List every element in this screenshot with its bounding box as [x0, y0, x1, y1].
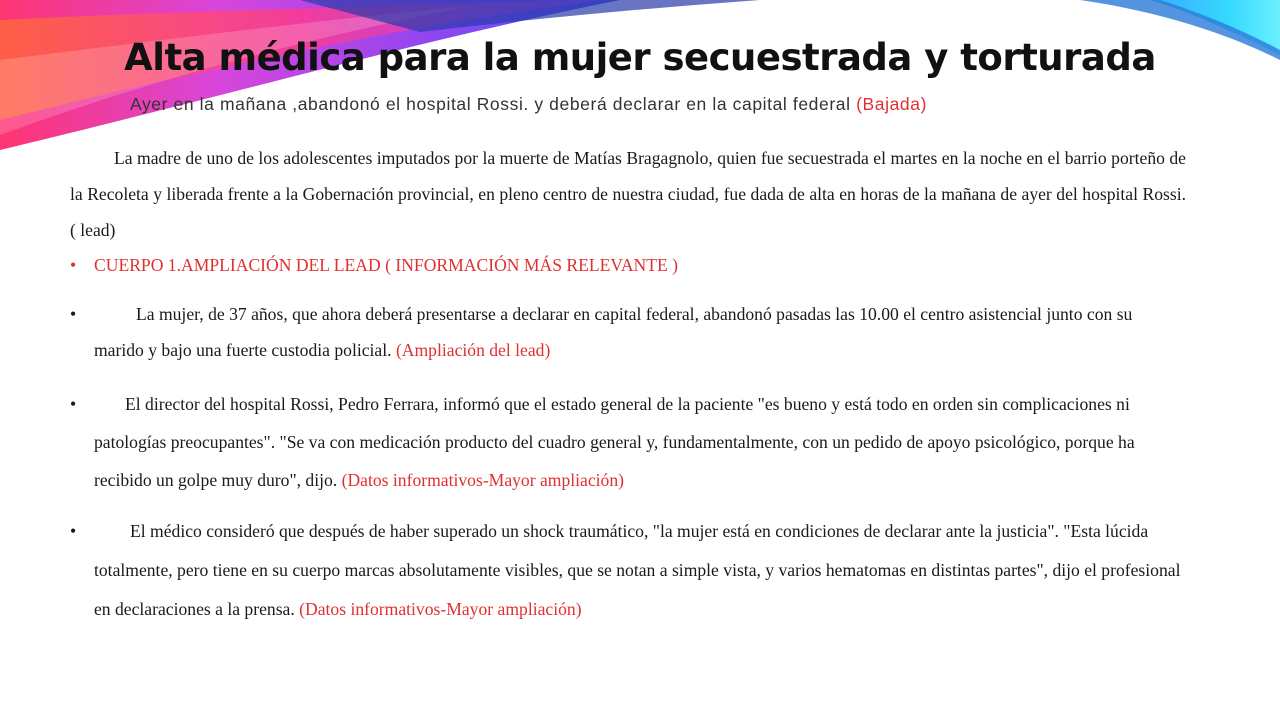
subtitle-bajada: [130, 94, 927, 115]
bullet-text: CUERPO 1.AMPLIACIÓN DEL LEAD ( INFORMACIÓN MÁS RELEVANTE ): [94, 255, 679, 275]
bullet-item-cuerpo: [70, 254, 1186, 276]
decorative-swoosh-graphic: [0, 0, 1280, 160]
bullet-icon: •: [70, 394, 77, 414]
bullet-item-ampliacion: [70, 296, 1186, 368]
bullet-tag: (Ampliación del lead): [395, 340, 551, 360]
bullet-text: El director del hospital Rossi, Pedro Ferrara, informó que el estado general de la paciente "es bueno y está todo en orden sin complicaciones ni patologías preocupantes". "Se va con medicación producto del cuadro general y, fundamentalmente, con un pedido de apoyo psicológico, porque ha recibido un golpe muy duro", dijo.: [94, 394, 1135, 490]
slide-title: Alta médica para la mujer secuestrada y torturada: [124, 36, 1156, 79]
bullet-icon: •: [70, 521, 77, 541]
bullet-icon: •: [70, 304, 77, 324]
bullet-tag: (Datos informativos-Mayor ampliación): [341, 470, 625, 490]
lead-paragraph: La madre de uno de los adolescentes imputados por la muerte de Matías Bragagnolo, quien fue secuestrada el martes en la noche en el barrio porteño de la Recoleta y liberada frente a la Gobernación provincial, en pleno centro de nuestra ciudad, fue dada de alta en horas de la mañana de ayer del hospital Rossi.( lead): [70, 148, 1186, 240]
bullet-text: La mujer, de 37 años, que ahora deberá presentarse a declarar en capital federal, abandonó pasadas las 10.00 el centro asistencial junto con su marido y bajo una fuerte custodia policial.: [94, 304, 1133, 360]
subtitle-text: Ayer en la mañana ,abandonó el hospital Rossi. y deberá declarar en la capital federal: [130, 94, 851, 114]
bullet-icon: •: [70, 255, 77, 275]
bullet-item-medico: [70, 512, 1186, 629]
bullet-item-director: [70, 385, 1186, 499]
subtitle-tag: (Bajada): [856, 94, 928, 114]
bullet-text: El médico consideró que después de haber superado un shock traumático, "la mujer está en condiciones de declarar ante la justicia". "Esta lúcida totalmente, pero tiene en su cuerpo marcas absolutamente visibles, que se notan a simple vista, y varios hematomas en distintas partes", dijo el profesional en declaraciones a la prensa.: [94, 521, 1181, 619]
bullet-tag: (Datos informativos-Mayor ampliación): [299, 599, 582, 619]
